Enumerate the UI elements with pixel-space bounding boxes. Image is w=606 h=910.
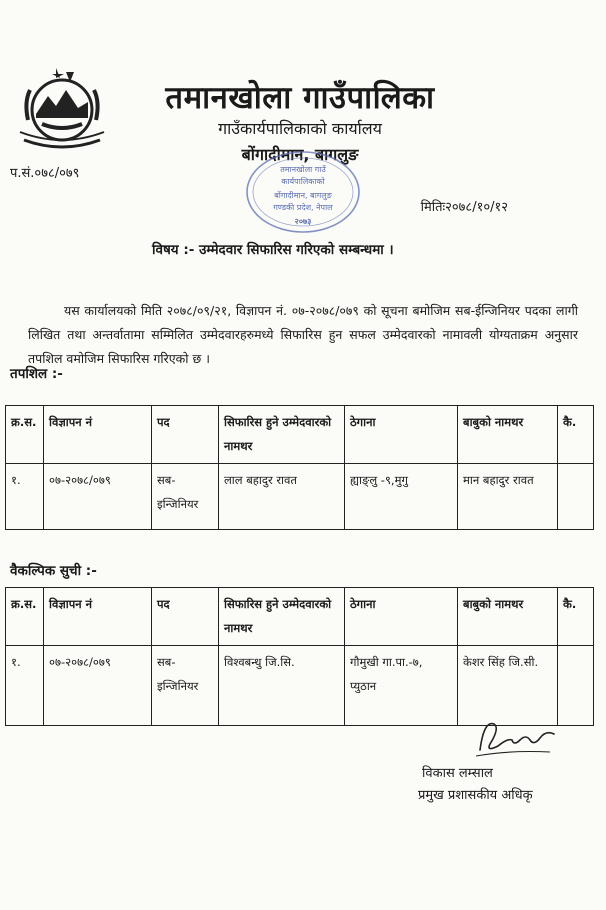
svg-text:२०७३: २०७३ (294, 217, 312, 226)
cell-address: गौमुखी गा.पा.-७, प्युठान (345, 646, 458, 726)
column-header: सिफारिस हुने उम्मेदवारको नामथर (219, 588, 345, 646)
org-title: तमानखोला गाउँपालिका (165, 80, 435, 116)
svg-text:बोंगादीमान, बागलुङ: बोंगादीमान, बागलुङ (274, 191, 332, 200)
cell-adv-no: ०७-२०७८/०७९ (44, 646, 152, 726)
signer-name: विकास लम्साल (422, 766, 493, 781)
cell-post: सब-इन्जिनियर (152, 646, 219, 726)
reference-number: प.सं.०७८/०७९ (10, 166, 80, 181)
cell-father: मान बहादुर रावत (458, 464, 558, 530)
cell-remarks (558, 646, 594, 726)
table-row (6, 464, 594, 530)
column-header: ठेगाना (345, 588, 458, 646)
cell-sn: १. (6, 646, 44, 726)
letter-date: मितिः२०७८/१०/१२ (420, 200, 508, 215)
office-location: बोंगादीमान, बागलुङ (241, 145, 359, 164)
cell-name: लाल बहादुर रावत (219, 464, 345, 530)
column-header: बाबुको नामथर (458, 406, 558, 464)
column-header: सिफारिस हुने उम्मेदवारको नामथर (219, 406, 345, 464)
svg-text:कार्यपालिकाको: कार्यपालिकाको (281, 177, 325, 186)
column-header: पद (152, 406, 219, 464)
signer-title: प्रमुख प्रशासकीय अधिकृ (418, 788, 533, 803)
cell-post: सब-इन्जिनियर (152, 464, 219, 530)
letter-subject: विषय :- उम्मेदवार सिफारिस गरिएको सम्बन्धमा । (152, 242, 394, 258)
column-header: कै. (558, 588, 594, 646)
cell-sn: १. (6, 464, 44, 530)
cell-adv-no: ०७-२०७८/०७९ (44, 464, 152, 530)
recommended-table (5, 405, 594, 530)
signature-mark (470, 710, 560, 760)
table-header-row (6, 406, 594, 464)
column-header: ठेगाना (345, 406, 458, 464)
cell-name: विश्वबन्धु जि.सि. (219, 646, 345, 726)
office-stamp (243, 148, 363, 236)
nepal-emblem-icon (12, 62, 112, 152)
column-header: पद (152, 588, 219, 646)
column-header: कै. (558, 406, 594, 464)
alternate-table (5, 587, 594, 726)
svg-text:गण्डकी प्रदेश, नेपाल: गण्डकी प्रदेश, नेपाल (273, 203, 333, 212)
office-name: गाउँकार्यपालिकाको कार्यालय (218, 119, 382, 138)
recommended-heading: तपशिल :- (10, 366, 63, 382)
letter-body: यस कार्यालयको मिति २०७८/०९/२१, विज्ञापन नं. ०७-२०७८/०७९ को सूचना बमोजिम सब-ईन्जिनियर पदका लागी लिखित तथा अन्तर्वातामा सम्मिलित उम्मेदवारहरुमध्ये सिफारिस हुन सफल उम्मेदवारको नामावली योग्यताक्रम अनुसार तपशिल वमोजिम सिफारिस गरिएको छ । (28, 303, 578, 366)
column-header: क्र.स. (6, 406, 44, 464)
cell-father: केशर सिंह जि.सी. (458, 646, 558, 726)
column-header: विज्ञापन नं (44, 588, 152, 646)
column-header: बाबुको नामथर (458, 588, 558, 646)
column-header: क्र.स. (6, 588, 44, 646)
cell-address: ह्याङ्लु -९,मुगु (345, 464, 458, 530)
column-header: विज्ञापन नं (44, 406, 152, 464)
table-header-row (6, 588, 594, 646)
alternate-heading: वैकल्पिक सुची :- (10, 563, 97, 579)
svg-text:तमानखोला गाउँ: तमानखोला गाउँ (280, 165, 326, 174)
cell-remarks (558, 464, 594, 530)
